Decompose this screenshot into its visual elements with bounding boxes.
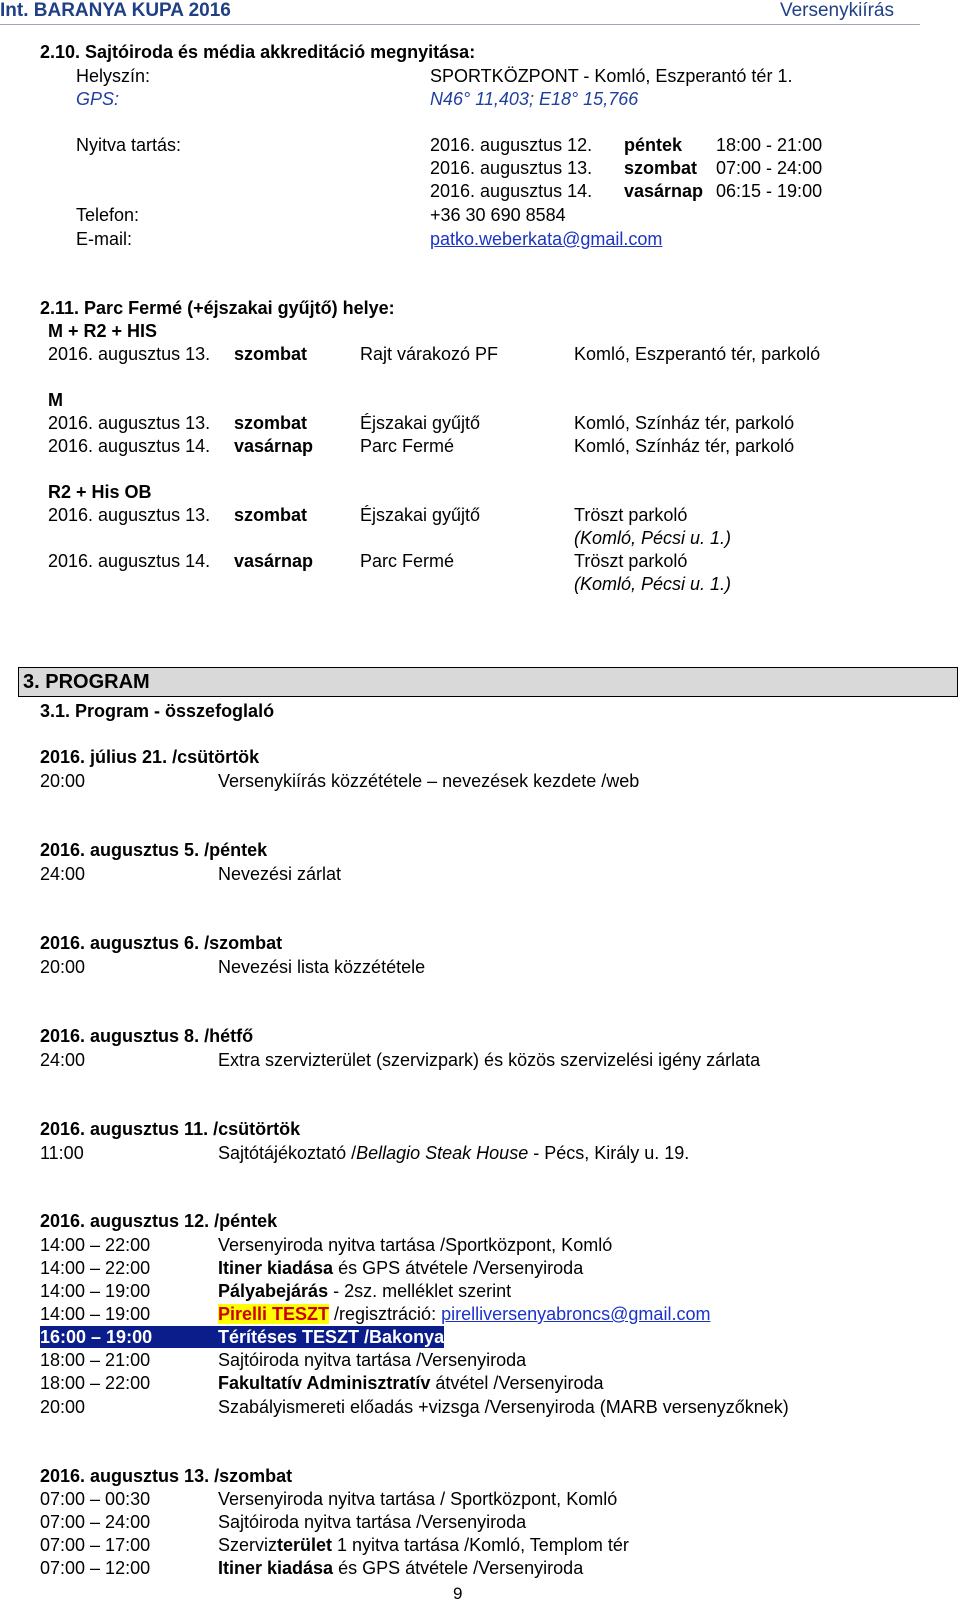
pf-where-detail: (Komló, Pécsi u. 1.)	[574, 528, 732, 548]
pf-where: Tröszt parkoló	[574, 551, 688, 571]
hours-time: 18:00 - 21:00	[716, 135, 823, 155]
program-date: 2016. július 21. /csütörtök	[40, 747, 260, 767]
section-3-heading-bar	[18, 667, 958, 697]
pf-what: Éjszakai gyűjtő	[360, 413, 481, 433]
pf-day: szombat	[234, 505, 308, 525]
program-event: Itiner kiadása és GPS átvétele /Versenyiroda	[218, 1558, 584, 1578]
group-heading: M + R2 + HIS	[48, 321, 158, 341]
pf-where: Tröszt parkoló	[574, 505, 688, 525]
location-label: Helyszín:	[76, 66, 151, 86]
hours-date: 2016. augusztus 12.	[430, 135, 593, 155]
program-time: 14:00 – 22:00	[40, 1258, 151, 1278]
program-time: 14:00 – 19:00	[40, 1304, 151, 1324]
program-date: 2016. augusztus 12. /péntek	[40, 1211, 278, 1231]
hours-label: Nyitva tartás:	[76, 135, 182, 155]
program-event: Versenyiroda nyitva tartása /Sportközpont, Komló	[218, 1235, 613, 1255]
program-time: 18:00 – 21:00	[40, 1350, 151, 1370]
pf-where: Komló, Színház tér, parkoló	[574, 436, 795, 456]
phone-label: Telefon:	[76, 205, 140, 225]
hours-day: vasárnap	[624, 181, 704, 201]
pf-date: 2016. augusztus 14.	[48, 551, 211, 571]
program-time: 20:00	[40, 957, 86, 977]
section-3-1-title: 3.1. Program - összefoglaló	[40, 701, 275, 721]
header-title: Int. BARANYA KUPA 2016	[0, 0, 231, 21]
hours-date: 2016. augusztus 14.	[430, 181, 593, 201]
program-event: Itiner kiadása és GPS átvétele /Versenyiroda	[218, 1258, 584, 1278]
program-date: 2016. augusztus 11. /csütörtök	[40, 1119, 301, 1139]
program-event: Nevezési lista közzététele	[218, 957, 426, 977]
program-event-highlight: Térítéses TESZT /Bakonya	[214, 1326, 444, 1348]
program-event: Pályabejárás - 2sz. melléklet szerint	[218, 1281, 512, 1301]
gps-value: N46° 11,403; E18° 15,766	[430, 89, 639, 109]
hours-date: 2016. augusztus 13.	[430, 158, 593, 178]
phone-value: +36 30 690 8584	[430, 205, 566, 225]
header-divider	[0, 24, 920, 25]
program-event: Versenyiroda nyitva tartása / Sportközpont, Komló	[218, 1489, 618, 1509]
program-time: 24:00	[40, 1050, 86, 1070]
program-time: 11:00	[40, 1143, 84, 1163]
program-event: Sajtóiroda nyitva tartása /Versenyiroda	[218, 1350, 527, 1370]
program-event: Fakultatív Adminisztratív átvétel /Versenyiroda	[218, 1373, 604, 1393]
program-event: Nevezési zárlat	[218, 864, 342, 884]
pf-day: vasárnap	[234, 551, 314, 571]
hours-day: péntek	[624, 135, 683, 155]
program-event: Versenykiírás közzététele – nevezések kezdete /web	[218, 771, 640, 791]
pf-where-detail: (Komló, Pécsi u. 1.)	[574, 574, 732, 594]
hours-day: szombat	[624, 158, 698, 178]
pf-date: 2016. augusztus 13.	[48, 505, 211, 525]
page-number: 9	[453, 1584, 463, 1603]
program-event: Szervizterület 1 nyitva tartása /Komló, Templom tér	[218, 1535, 629, 1555]
pf-day: szombat	[234, 413, 308, 433]
hours-time: 06:15 - 19:00	[716, 181, 823, 201]
program-event: Extra szervizterület (szervizpark) és közös szervizelési igény zárlata	[218, 1050, 761, 1070]
program-time: 07:00 – 00:30	[40, 1489, 151, 1509]
program-event: Szabályismereti előadás +vizsga /Versenyiroda (MARB versenyzőknek)	[218, 1397, 789, 1417]
program-event: Pirelli TESZT /regisztráció: pirelliversenyabroncs@gmail.com	[218, 1304, 711, 1324]
pf-what: Parc Fermé	[360, 551, 455, 571]
pf-where: Komló, Színház tér, parkoló	[574, 413, 795, 433]
section-2-11-title: 2.11. Parc Fermé (+éjszakai gyűjtő) helye:	[40, 298, 395, 318]
program-time: 07:00 – 12:00	[40, 1558, 151, 1578]
section-3-title: 3. PROGRAM	[23, 671, 150, 693]
pf-date: 2016. augusztus 14.	[48, 436, 211, 456]
program-time: 07:00 – 17:00	[40, 1535, 151, 1555]
section-2-10-title: 2.10. Sajtóiroda és média akkreditáció megnyitása:	[40, 42, 476, 62]
program-time-highlight: 16:00 – 19:00	[40, 1326, 214, 1348]
program-date: 2016. augusztus 13. /szombat	[40, 1466, 293, 1486]
program-time: 24:00	[40, 864, 86, 884]
program-date: 2016. augusztus 8. /hétfő	[40, 1026, 254, 1046]
hours-time: 07:00 - 24:00	[716, 158, 823, 178]
pf-what: Rajt várakozó PF	[360, 344, 499, 364]
program-date: 2016. augusztus 5. /péntek	[40, 840, 268, 860]
pf-day: szombat	[234, 344, 308, 364]
pf-date: 2016. augusztus 13.	[48, 413, 211, 433]
pf-day: vasárnap	[234, 436, 314, 456]
program-event: Sajtóiroda nyitva tartása /Versenyiroda	[218, 1512, 527, 1532]
group-heading: M	[48, 390, 63, 410]
email-link[interactable]: patko.weberkata@gmail.com	[430, 229, 663, 249]
program-time: 14:00 – 22:00	[40, 1235, 151, 1255]
program-time: 14:00 – 19:00	[40, 1281, 151, 1301]
program-time: 07:00 – 24:00	[40, 1512, 151, 1532]
program-time: 20:00	[40, 1397, 86, 1417]
header-doc-type: Versenykiírás	[779, 0, 894, 21]
program-date: 2016. augusztus 6. /szombat	[40, 933, 283, 953]
group-heading: R2 + His OB	[48, 482, 152, 502]
program-time: 18:00 – 22:00	[40, 1373, 151, 1393]
program-time: 20:00	[40, 771, 86, 791]
pf-what: Éjszakai gyűjtő	[360, 505, 481, 525]
pirelli-test-highlight: Pirelli TESZT	[218, 1304, 330, 1324]
location-value: SPORTKÖZPONT - Komló, Eszperantó tér 1.	[430, 66, 793, 86]
gps-label: GPS:	[76, 89, 120, 109]
pf-what: Parc Fermé	[360, 436, 455, 456]
pirelli-email-link[interactable]: pirelliversenyabroncs@gmail.com	[441, 1304, 711, 1324]
pf-date: 2016. augusztus 13.	[48, 344, 211, 364]
pf-where: Komló, Eszperantó tér, parkoló	[574, 344, 821, 364]
program-event: Sajtótájékoztató /Bellagio Steak House - Pécs, Király u. 19.	[218, 1143, 690, 1163]
email-label: E-mail:	[76, 229, 133, 249]
